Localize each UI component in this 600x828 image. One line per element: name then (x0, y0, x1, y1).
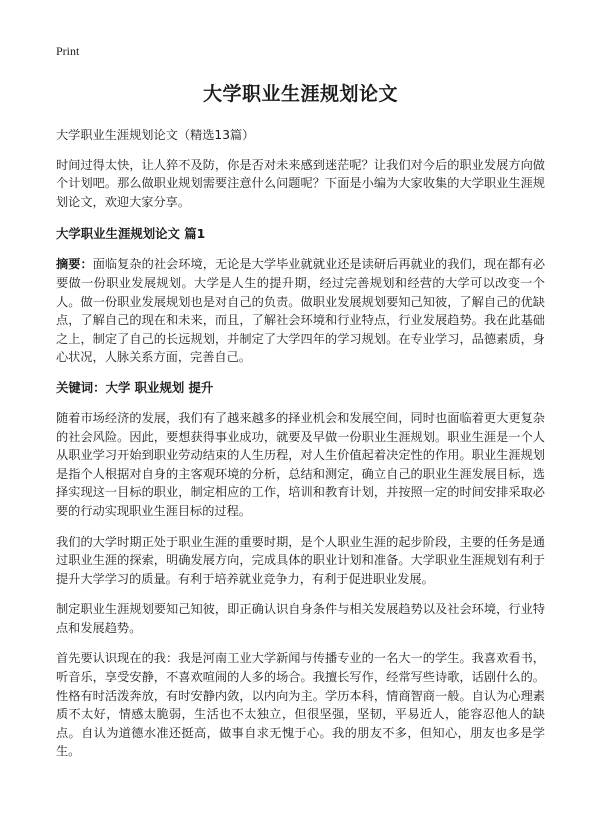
body-paragraph-1: 随着市场经济的发展，我们有了越来越多的择业机会和发展空间，同时也面临着更大更复杂的社会风险。因此，要想获得事业成功，就要及早做一份职业生涯规划。职业生涯是一个人从职业学习开始到职业劳动结束的人生历程，对人生价值起着决定性的作用。职业生涯规划是指个人根据对自身的主客观环境的分析，总结和测定，确立自己的职业生涯发展目标，选择实现这一目标的职业，制定相应的工作，培训和教育计划，并按照一定的时间安排采取必要的行动实现职业生涯目标的过程。 (56, 410, 545, 518)
keywords-heading: 关键词：大学 职业规划 提升 (56, 379, 214, 395)
body-paragraph-4: 首先要认识现在的我：我是河南工业大学新闻与传播专业的一名大一的学生。我喜欢看书，听音乐，享受安静，不喜欢喧闹的人多的场合。我擅长写作，经常写些诗歌，话剧什么的。性格有时活泼奔放，有时安静内敛，以内向为主。学历本科，情商智商一般。自认为心理素质不太好，情感太脆弱，生活也不太独立，但很坚强，坚韧，平易近人，能容忍他人的缺点。自认为道德水准还挺高，做事自求无愧于心。我的朋友不多，但知心，朋友也多是学生。 (56, 651, 545, 759)
abstract-paragraph (56, 255, 545, 367)
body-paragraph-3: 制定职业生涯规划要知己知彼，即正确认识自身条件与相关发展趋势以及社会环境，行业特点和发展趋势。 (56, 602, 545, 635)
intro-paragraph: 时间过得太快，让人猝不及防，你是否对未来感到迷茫呢？让我们对今后的职业发展方向做个计划吧。那么做职业规划需要注意什么问题呢？下面是小编为大家收集的大学职业生涯规划论文，欢迎大家分享。 (56, 157, 545, 209)
abstract-text: 面临复杂的社会环境，无论是大学毕业就就业还是读研后再就业的我们，现在都有必要做一份职业发展规划。大学是人生的提升期，经过完善规划和经营的大学可以改变一个人。做一份职业发展规划也是对自己的负责。做职业发展规划要知己知彼，了解自己的优缺点，了解自己的现在和未来，而且，了解社会环境和行业特点，行业发展趋势。我在此基础之上，制定了自己的长远规划，并制定了大学四年的学习规划。在专业学习，品德素质，身心状况，人脉关系方面，完善自己。 (56, 257, 546, 365)
document-title: 大学职业生涯规划论文 (202, 83, 398, 105)
document-subtitle: 大学职业生涯规划论文（精选13篇） (56, 128, 255, 142)
body-paragraph-2: 我们的大学时期正处于职业生涯的重要时期，是个人职业生涯的起步阶段，主要的任务是通过职业生涯的探索，明确发展方向，完成具体的职业计划和准备。大学职业生涯规划有利于提升大学学习的质量。有利于培养就业竞争力，有利于促进职业发展。 (56, 534, 545, 586)
section-heading: 大学职业生涯规划论文 篇1 (56, 226, 206, 242)
print-label: Print (56, 44, 80, 58)
abstract-label: 摘要： (56, 257, 93, 272)
